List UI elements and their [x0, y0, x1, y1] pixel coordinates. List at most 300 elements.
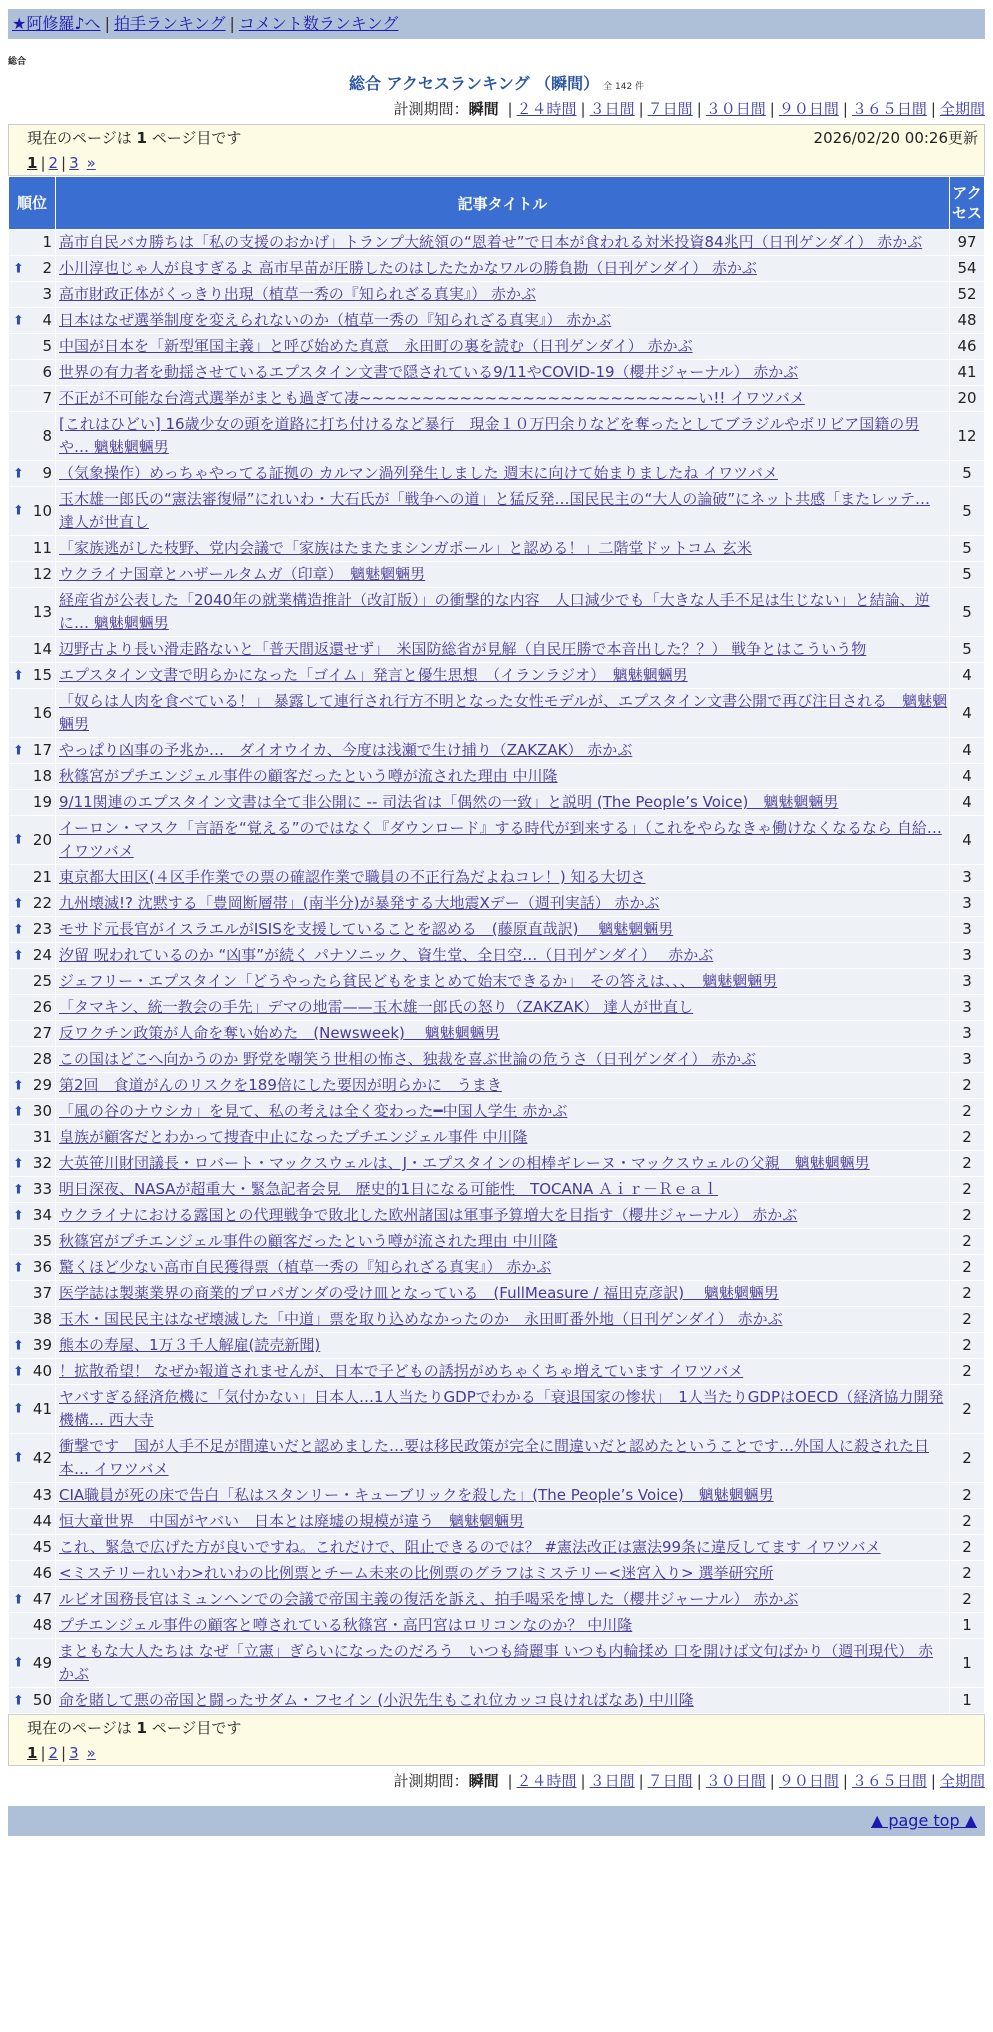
title-cell: [56, 282, 949, 307]
article-link[interactable]: 秋篠宮がプチエンジェル事件の顧客だったという噂が流された理由 中川隆: [59, 1232, 558, 1250]
rank-number: 28: [32, 1050, 52, 1068]
rank-number: 32: [32, 1154, 52, 1172]
divider: |: [40, 154, 46, 172]
period-current: 瞬間: [468, 100, 499, 118]
rank-number: 39: [32, 1336, 52, 1354]
rank-cell: [9, 1613, 55, 1638]
title-cell: [56, 1177, 949, 1202]
rank-cell: [9, 1255, 55, 1280]
divider: |: [930, 1772, 936, 1790]
table-row: [9, 256, 984, 281]
rank-cell: [9, 917, 55, 942]
rank-number: 6: [42, 363, 52, 381]
access-count: 48: [950, 308, 984, 333]
article-link[interactable]: 皇族が顧客だとわかって捜査中止になったプチエンジェル事件 中川隆: [59, 1128, 528, 1146]
article-link[interactable]: これ、緊急で広げた方が良いですね。これだけで、阻止できるのでは？ #憲法改正は憲法99条に違反してます イワツバメ: [59, 1538, 881, 1556]
period-link[interactable]: ２４時間: [516, 1772, 577, 1790]
title-cell: [56, 1021, 949, 1046]
page-link[interactable]: 1: [27, 154, 38, 172]
rank-number: 48: [32, 1616, 52, 1634]
divider: |: [580, 1772, 586, 1790]
rank-cell: [9, 1177, 55, 1202]
access-count: 4: [950, 689, 984, 737]
divider: |: [696, 100, 702, 118]
rank-cell: [9, 790, 55, 815]
access-count: 3: [950, 995, 984, 1020]
up-arrow-icon: ⬆: [13, 1156, 24, 1171]
article-link[interactable]: モサド元長官がイスラエルがISISを支援していることを認める (藤原直哉訳) 魑魅魍魎男: [59, 920, 674, 938]
page-link[interactable]: 3: [69, 1744, 79, 1762]
access-count: 1: [950, 1688, 984, 1713]
table-row: [9, 1021, 984, 1046]
rank-number: 38: [32, 1310, 52, 1328]
rank-number: 31: [32, 1128, 52, 1146]
article-link[interactable]: 「風の谷のナウシカ」を見て、私の考えは全く変わった━中国人学生 赤かぶ: [59, 1102, 568, 1120]
rank-cell: [9, 588, 55, 636]
access-count: 97: [950, 230, 984, 255]
page-status-suffix: ページ目です: [151, 129, 242, 147]
up-arrow-icon: ⬆: [13, 922, 24, 937]
title-cell: [56, 1307, 949, 1332]
access-count: 2: [950, 1535, 984, 1560]
rank-number: 9: [42, 464, 52, 482]
access-count: 3: [950, 1021, 984, 1046]
table-row: [9, 1255, 984, 1280]
up-arrow-icon: ⬆: [13, 1182, 24, 1197]
divider: |: [507, 1772, 513, 1790]
article-link[interactable]: 小川淳也じゃ人が良すぎるよ 高市早苗が圧勝したのはしたたかなワルの勝負勘（日刊ゲンダイ） 赤かぶ: [59, 259, 757, 277]
table-row: [9, 1688, 984, 1713]
up-arrow-icon: ⬆: [13, 948, 24, 963]
up-arrow-icon: ⬆: [13, 466, 24, 481]
rank-number: 18: [32, 767, 52, 785]
table-row: [9, 360, 984, 385]
rank-number: 50: [32, 1691, 52, 1709]
divider: |: [930, 100, 936, 118]
access-count: 4: [950, 764, 984, 789]
divider: |: [61, 154, 67, 172]
table-row: [9, 1177, 984, 1202]
article-link[interactable]: 中国が日本を「新型軍国主義」と呼び始めた真意 永田町の裏を読む（日刊ゲンダイ） 赤かぶ: [59, 337, 693, 355]
rank-number: 4: [42, 311, 52, 329]
divider: |: [638, 100, 644, 118]
up-arrow-icon: ⬆: [13, 668, 24, 683]
period-label: 計測期間：: [393, 100, 469, 118]
page-status-num: 1: [136, 129, 147, 147]
page-status: [27, 126, 241, 151]
rank-number: 14: [32, 640, 52, 658]
article-link[interactable]: ジェフリー・エプスタイン「どうやったら貧民どもをまとめて始末できるか」 その答えは、、、 魑魅魍魎男: [59, 972, 778, 990]
article-link[interactable]: 9/11関連のエプスタイン文書は全て非公開に -- 司法省は「偶然の一致」と説明 (The People’s Voice) 魑魅魍魎男: [59, 793, 839, 811]
title-cell: [56, 360, 949, 385]
article-link[interactable]: （気象操作）めっちゃやってる証拠の カルマン渦列発生しました 週末に向けて始まりましたね イワツバメ: [59, 464, 778, 482]
article-link[interactable]: 世界の有力者を動揺させているエプスタイン文書で隠されている9/11やCOVID-19（櫻井ジャーナル） 赤かぶ: [59, 363, 799, 381]
page-link[interactable]: 2: [48, 1744, 59, 1762]
divider: |: [507, 100, 513, 118]
title-cell: [56, 790, 949, 815]
access-count: 2: [950, 1483, 984, 1508]
table-row: [9, 1483, 984, 1508]
table-row: [9, 1125, 984, 1150]
title-cell: [56, 1151, 949, 1176]
article-link[interactable]: 「タマキン、統一教会の手先」デマの地雷——玉木雄一郎氏の怒り（ZAKZAK） 達人が世直し: [59, 998, 694, 1016]
article-link[interactable]: 大英笹川財団議長・ロバート・マックスウェルは、J・エプスタインの相棒ギレーヌ・マックスウェルの父親 魑魅魍魎男: [59, 1154, 870, 1172]
page-status-prefix: 現在のページは: [27, 1719, 132, 1737]
article-link[interactable]: 医学誌は製薬業界の商業的プロパガンダの受け皿となっている (FullMeasure / 福田克彦訳) 魑魅魍魎男: [59, 1284, 779, 1302]
rank-number: 21: [32, 868, 52, 886]
title-cell: [56, 1047, 949, 1072]
period-link[interactable]: ９０日間: [778, 1772, 839, 1790]
title-cell: [56, 536, 949, 561]
title-cell: [56, 1639, 949, 1687]
table-row: [9, 738, 984, 763]
col-title-header: 記事タイトル: [56, 177, 949, 229]
rank-number: 16: [32, 703, 52, 722]
page-status-bottom: [27, 1716, 978, 1741]
total-count: 全 142 件: [603, 82, 645, 92]
period-label: 計測期間：: [393, 1772, 469, 1790]
up-arrow-icon: ⬆: [13, 1338, 24, 1353]
period-link[interactable]: ３日間: [589, 100, 635, 118]
page-top-link[interactable]: ▲ page top ▲: [870, 1811, 977, 1830]
next-page-link[interactable]: »: [86, 1744, 96, 1762]
title-cell: [56, 487, 949, 535]
rank-cell: [9, 1359, 55, 1384]
access-count: 2: [950, 1281, 984, 1306]
rank-cell: [9, 1639, 55, 1687]
table-row: [9, 790, 984, 815]
divider: |: [229, 14, 235, 33]
table-row: [9, 1281, 984, 1306]
up-arrow-icon: ⬆: [13, 832, 24, 848]
rank-number: 45: [32, 1538, 52, 1556]
title-cell: [56, 308, 949, 333]
table-row: [9, 816, 984, 864]
table-row: [9, 334, 984, 359]
divider: |: [842, 100, 848, 118]
ranking-table: [8, 176, 985, 1714]
title-cell: [56, 865, 949, 890]
rank-cell: [9, 412, 55, 460]
rank-number: 27: [32, 1024, 52, 1042]
table-row: [9, 1229, 984, 1254]
rank-cell: [9, 663, 55, 688]
rank-number: 37: [32, 1284, 52, 1302]
divider: |: [104, 14, 110, 33]
period-link[interactable]: ３日間: [589, 1772, 635, 1790]
article-link[interactable]: 九州壊滅!? 沈黙する「豊岡断層帯」(南半分)が暴発する大地震Xデー（週刊実話） 赤かぶ: [59, 894, 660, 912]
up-arrow-icon: ⬆: [13, 1450, 24, 1466]
rank-cell: [9, 1021, 55, 1046]
access-count: 5: [950, 637, 984, 662]
page-link[interactable]: 1: [27, 1744, 38, 1762]
title-cell: [56, 1229, 949, 1254]
title-cell: [56, 969, 949, 994]
access-count: 2: [950, 1255, 984, 1280]
table-row: [9, 487, 984, 535]
rank-number: 33: [32, 1180, 52, 1198]
article-link[interactable]: 熊本の寿屋、1万３千人解雇(読売新聞): [59, 1336, 321, 1354]
article-link[interactable]: CIA職員が死の床で告白「私はスタンリー・キューブリックを殺した」(The People’s Voice) 魑魅魍魎男: [59, 1486, 774, 1504]
rank-number: 10: [32, 501, 52, 520]
page-link[interactable]: 2: [48, 154, 59, 172]
article-link[interactable]: ウクライナ国章とハザールタムガ（印章） 魑魅魍魎男: [59, 565, 426, 583]
up-arrow-icon: ⬆: [13, 1078, 24, 1093]
rank-cell: [9, 562, 55, 587]
table-row: [9, 1073, 984, 1098]
table-row: [9, 1434, 984, 1482]
article-link[interactable]: 不正が不可能な台湾式選挙がまとも過ぎて凄~~~~~~~~~~~~~~~~~~~~~~~~~~~い!! イワツバメ: [59, 389, 805, 407]
article-link[interactable]: 衝撃です 国が人手不足が間違いだと認めました…要は移民政策が完全に間違いだと認めたということです…外国人に殺された日本… イワツバメ: [59, 1437, 930, 1478]
article-link[interactable]: ウクライナにおける露国との代理戦争で敗北した欧州諸国は軍事予算増大を目指す（櫻井ジャーナル） 赤かぶ: [59, 1206, 798, 1224]
table-row: [9, 1509, 984, 1534]
rank-cell: [9, 1281, 55, 1306]
rank-cell: [9, 865, 55, 890]
title-cell: [56, 1073, 949, 1098]
period-link[interactable]: ３０日間: [705, 100, 766, 118]
home-link[interactable]: ★阿修羅♪へ: [12, 14, 101, 33]
article-link[interactable]: プチエンジェル事件の顧客と噂されている秋篠宮・高円宮はロリコンなのか？ 中川隆: [59, 1616, 633, 1634]
rank-cell: [9, 943, 55, 968]
rank-cell: [9, 536, 55, 561]
title-cell: [56, 1125, 949, 1150]
article-link[interactable]: 恒大童世界 中国がヤバい 日本とは廃墟の規模が違う 魑魅魍魎男: [59, 1512, 525, 1530]
table-row: [9, 969, 984, 994]
article-link[interactable]: エプスタイン文書で明らかになった「ゴイム」発言と優生思想 （イランラジオ） 魑魅魍魎男: [59, 666, 688, 684]
period-link[interactable]: ３６５日間: [851, 100, 927, 118]
rank-number: 12: [32, 565, 52, 583]
table-row: [9, 412, 984, 460]
access-count: 5: [950, 562, 984, 587]
up-arrow-icon: ⬆: [13, 743, 24, 758]
period-link[interactable]: 全期間: [939, 100, 985, 118]
rank-number: 29: [32, 1076, 52, 1094]
article-link[interactable]: 経産省が公表した「2040年の就業構造推計（改訂版）」の衝撃的な内容 人口減少でも「大きな人手不足は生じない」と結論、逆に… 魑魅魍魎男: [59, 591, 930, 632]
title-cell: [56, 1385, 949, 1433]
period-link[interactable]: ７日間: [647, 100, 693, 118]
article-link[interactable]: 高市自民バカ勝ちは「私の支援のおかげ」トランプ大統領の“恩着せ”で日本が食われる対米投資84兆円（日刊ゲンダイ） 赤かぶ: [59, 233, 923, 251]
article-link[interactable]: 辺野古より長い滑走路ないと「普天間返還せず」 米国防総省が見解（自民圧勝で本音出した？？） 戦争とはこういう物: [59, 640, 867, 658]
rank-number: 8: [42, 426, 52, 445]
rank-number: 49: [32, 1653, 52, 1672]
rank-number: 30: [32, 1102, 52, 1120]
rank-number: 47: [32, 1590, 52, 1608]
rank-cell: [9, 282, 55, 307]
rank-cell: [9, 256, 55, 281]
divider: |: [842, 1772, 848, 1790]
page-link[interactable]: 3: [69, 154, 79, 172]
table-row: [9, 230, 984, 255]
rank-number: 19: [32, 793, 52, 811]
rank-cell: [9, 386, 55, 411]
access-count: 3: [950, 917, 984, 942]
period-link[interactable]: ９０日間: [778, 100, 839, 118]
access-count: 2: [950, 1151, 984, 1176]
divider: |: [696, 1772, 702, 1790]
title-cell: [56, 816, 949, 864]
up-arrow-icon: ⬆: [13, 1592, 24, 1607]
period-link[interactable]: ３０日間: [705, 1772, 766, 1790]
table-row: [9, 943, 984, 968]
pagination-bottom: [27, 1741, 978, 1765]
title-cell: [56, 1099, 949, 1124]
title-cell: [56, 334, 949, 359]
article-link[interactable]: 玉木雄一郎氏の“憲法審復帰”にれいわ・大石氏が「戦争への道」と猛反発…国民民主の“大人の論破”にネット共感「またレッテ… 達人が世直し: [59, 490, 930, 531]
col-rank-header: 順位: [9, 177, 55, 229]
ranking-rows: [9, 230, 984, 1713]
access-count: 54: [950, 256, 984, 281]
article-link[interactable]: 第2回 食道がんのリスクを189倍にした要因が明らかに うまき: [59, 1076, 502, 1094]
period-selector-bottom: [8, 1770, 985, 1792]
title-cell: [56, 1359, 949, 1384]
period-link[interactable]: ２４時間: [516, 100, 577, 118]
table-row: [9, 1587, 984, 1612]
article-link[interactable]: イーロン・マスク「言語を“覚える”のではなく『ダウンロード』する時代が到来する」（これをやらなきゃ働けなくなるなら 自給… イワツバメ: [59, 819, 942, 860]
table-row: [9, 1333, 984, 1358]
table-row: [9, 917, 984, 942]
access-count: 2: [950, 1229, 984, 1254]
title-cell: [56, 1203, 949, 1228]
access-count: 2: [950, 1587, 984, 1612]
access-count: 4: [950, 790, 984, 815]
title-cell: [56, 1561, 949, 1586]
table-row: [9, 1385, 984, 1433]
table-row: [9, 995, 984, 1020]
article-link[interactable]: この国はどこへ向かうのか 野党を嘲笑う世相の怖さ、独裁を喜ぶ世論の危うさ（日刊ゲンダイ） 赤かぶ: [59, 1050, 757, 1068]
rank-cell: [9, 1509, 55, 1534]
rank-number: 7: [42, 389, 52, 407]
access-count: 5: [950, 461, 984, 486]
article-link[interactable]: やっぱり凶事の予兆か… ダイオウイカ、今度は浅瀬で生け捕り（ZAKZAK） 赤かぶ: [59, 741, 633, 759]
page-status-suffix: ページ目です: [151, 1719, 242, 1737]
rank-cell: [9, 308, 55, 333]
access-count: 4: [950, 663, 984, 688]
access-count: 2: [950, 1359, 984, 1384]
rank-cell: [9, 637, 55, 662]
article-link[interactable]: 秋篠宮がプチエンジェル事件の顧客だったという噂が流された理由 中川隆: [59, 767, 558, 785]
rank-cell: [9, 230, 55, 255]
period-link[interactable]: 全期間: [939, 1772, 985, 1790]
article-link[interactable]: ！拡散希望！ なぜか報道されませんが、日本で子どもの誘拐がめちゃくちゃ増えています イワツバメ: [59, 1362, 744, 1380]
article-link[interactable]: まともな大人たちは なぜ「立憲」ぎらいになったのだろう いつも綺麗事 いつも内輪揉め 口を開けば文句ばかり（週刊現代） 赤かぶ: [59, 1642, 934, 1683]
rank-number: 17: [32, 741, 52, 759]
up-arrow-icon: ⬆: [13, 1655, 24, 1671]
title-cell: [56, 764, 949, 789]
article-link[interactable]: 日本はなぜ選挙制度を変えられないのか（植草一秀の『知られざる真実』） 赤かぶ: [59, 311, 612, 329]
rank-cell: [9, 1483, 55, 1508]
access-count: 1: [950, 1613, 984, 1638]
article-link[interactable]: ヤバすぎる経済危機に「気付かない」日本人…1人当たりGDPでわかる「衰退国家の惨状」 1人当たりGDPはOECD（経済協力開発機構… 西大寺: [59, 1388, 944, 1429]
access-count: 2: [950, 1434, 984, 1482]
rank-number: 36: [32, 1258, 52, 1276]
article-link[interactable]: 明日深夜、NASAが超重大・緊急記者会見 歴史的1日になる可能性 TOCANA Ａｉｒ－Ｒｅａｌ: [59, 1180, 719, 1198]
rank-cell: [9, 1688, 55, 1713]
table-row: [9, 1535, 984, 1560]
article-link[interactable]: 命を賭して悪の帝国と闘ったサダム・フセイン (小沢先生もこれ位カッコ良ければなあ) 中川隆: [59, 1691, 694, 1709]
access-count: 3: [950, 969, 984, 994]
access-count: 5: [950, 588, 984, 636]
title-cell: [56, 689, 949, 737]
article-link[interactable]: 「家族逃がした枝野、党内会議で「家族はたまたまシンガポール」と認める！」二階堂ドットコム 玄米: [59, 539, 752, 557]
article-link[interactable]: 反ワクチン政策が人命を奪い始めた (Newsweek) 魑魅魍魎男: [59, 1024, 500, 1042]
title-cell: [56, 738, 949, 763]
access-count: 5: [950, 487, 984, 535]
comment-ranking-link[interactable]: コメント数ランキング: [238, 14, 399, 33]
rank-cell: [9, 1307, 55, 1332]
title-cell: [56, 230, 949, 255]
title-cell: [56, 1535, 949, 1560]
article-link[interactable]: ルビオ国務長官はミュンヘンでの会議で帝国主義の復活を訴え、拍手喝采を博した（櫻井ジャーナル） 赤かぶ: [59, 1590, 799, 1608]
rank-number: 46: [32, 1564, 52, 1582]
access-count: 2: [950, 1333, 984, 1358]
page-status-prefix: 現在のページは: [27, 129, 132, 147]
page-info-bottom: [8, 1714, 985, 1766]
divider: |: [580, 100, 586, 118]
access-count: 3: [950, 891, 984, 916]
up-arrow-icon: ⬆: [13, 1104, 24, 1119]
rank-number: 40: [32, 1362, 52, 1380]
bottom-bar: [8, 1806, 985, 1836]
period-link[interactable]: ７日間: [647, 1772, 693, 1790]
clap-ranking-link[interactable]: 拍手ランキング: [113, 14, 226, 33]
article-link[interactable]: 玉木・国民民主はなぜ壊滅した「中道」票を取り込めなかったのか 永田町番外地（日刊ゲンダイ） 赤かぶ: [59, 1310, 783, 1328]
updated-time: 2026/02/20 00:26更新: [813, 129, 978, 147]
table-row: [9, 308, 984, 333]
rank-cell: [9, 689, 55, 737]
rank-cell: [9, 738, 55, 763]
table-row: [9, 689, 984, 737]
period-link[interactable]: ３６５日間: [851, 1772, 927, 1790]
section-label: 総合: [8, 57, 27, 67]
period-links: [503, 100, 985, 118]
rank-cell: [9, 360, 55, 385]
article-link[interactable]: 「奴らは人肉を食べている！」 暴露して連行され行方不明となった女性モデルが、エプスタイン文書公開で再び注目される 魑魅魍魎男: [59, 692, 948, 733]
access-count: 41: [950, 360, 984, 385]
title-cell: [56, 637, 949, 662]
title-cell: [56, 461, 949, 486]
access-count: 4: [950, 738, 984, 763]
article-link[interactable]: [これはひどい] 16歳少女の頭を道路に打ち付けるなど暴行 現金１０万円余りなどを奪ったとしてブラジルやボリビア国籍の男や… 魑魅魍魎男: [59, 415, 920, 456]
access-count: 20: [950, 386, 984, 411]
rank-number: 34: [32, 1206, 52, 1224]
table-row: [9, 1307, 984, 1332]
title-cell: [56, 588, 949, 636]
rank-cell: [9, 487, 55, 535]
rank-cell: [9, 1099, 55, 1124]
table-row: [9, 282, 984, 307]
period-selector-top: [8, 98, 985, 120]
rank-cell: [9, 1229, 55, 1254]
article-link[interactable]: 東京都大田区(４区手作業での票の確認作業で職員の不正行為だよねコレ！) 知る大切さ: [59, 868, 646, 886]
article-link[interactable]: 驚くほど少ない高市自民獲得票（植草一秀の『知られざる真実』） 赤かぶ: [59, 1258, 552, 1276]
rank-cell: [9, 1203, 55, 1228]
article-link[interactable]: 汐留 呪われているのか “凶事”が続く パナソニック、資生堂、全日空…（日刊ゲンダイ） 赤かぶ: [59, 946, 714, 964]
table-row: [9, 764, 984, 789]
title-cell: [56, 1688, 949, 1713]
article-link[interactable]: <ミステリーれいわ>れいわの比例票とチーム未来の比例票のグラフはミステリー<迷宮入り> 選挙研究所: [59, 1564, 774, 1582]
next-page-link[interactable]: »: [86, 154, 96, 172]
table-row: [9, 637, 984, 662]
rank-cell: [9, 1151, 55, 1176]
title-cell: [56, 917, 949, 942]
up-arrow-icon: ⬆: [13, 1693, 24, 1708]
divider: |: [769, 1772, 775, 1790]
table-row: [9, 865, 984, 890]
rank-number: 23: [32, 920, 52, 938]
article-link[interactable]: 高市財政正体がくっきり出現（植草一秀の『知られざる真実』） 赤かぶ: [59, 285, 536, 303]
table-row: [9, 1639, 984, 1687]
rank-cell: [9, 1073, 55, 1098]
